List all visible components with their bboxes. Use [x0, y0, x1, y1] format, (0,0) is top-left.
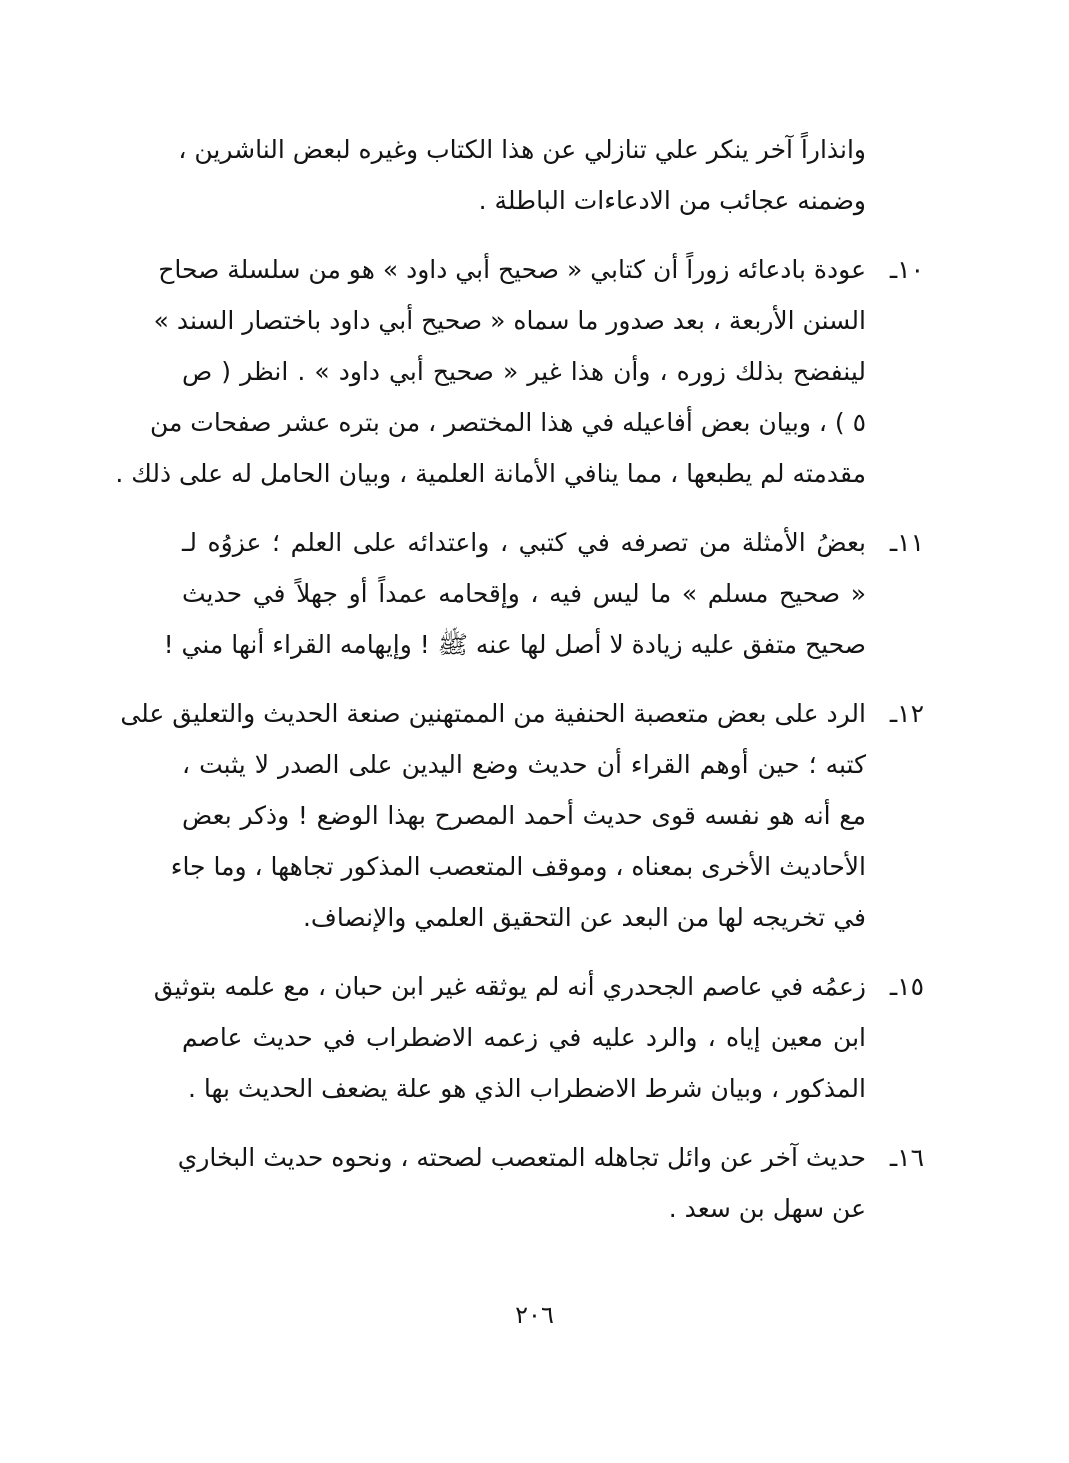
page-number: ٢٠٦ — [515, 1301, 554, 1329]
item-number: ١٠ـ — [889, 255, 924, 284]
intro-paragraph — [178, 124, 924, 226]
text-line: عودة بادعائه زوراً أن كتابي « صحيح أبي داود » هو من سلسلة صحاح — [158, 255, 866, 284]
list-item — [120, 688, 924, 943]
list-item — [177, 1132, 924, 1234]
text-line: حديث آخر عن وائل تجاهله المتعصب لصحته ، ونحوه حديث البخاري — [177, 1143, 866, 1172]
text-line: عن سهل بن سعد . — [668, 1194, 866, 1223]
text-line: السنن الأربعة ، بعد صدور ما سماه « صحيح أبي داود باختصار السند » — [153, 306, 866, 335]
item-number: ١٥ـ — [889, 972, 924, 1001]
text-line: لينفضح بذلك زوره ، وأن هذا غير « صحيح أبي داود » . انظر ( ص — [182, 357, 866, 386]
text-line: صحيح متفق عليه زيادة لا أصل لها عنه ﷺ ! وإيهامه القراء أنها مني ! — [163, 630, 866, 659]
text-line: ٥ ) ، وبيان بعض أفاعيله في هذا المختصر ، من بتره عشر صفحات من — [149, 408, 866, 437]
item-number: ١٢ـ — [889, 699, 924, 728]
text-line: وضمنه عجائب من الادعاءات الباطلة . — [478, 186, 866, 215]
text-line: مقدمته لم يطبعها ، مما ينافي الأمانة العلمية ، وبيان الحامل له على ذلك . — [115, 459, 866, 488]
text-line: « صحيح مسلم » ما ليس فيه ، وإقحامه عمداً أو جهلاً في حديث — [182, 579, 866, 608]
text-line: المذكور ، وبيان شرط الاضطراب الذي هو علة يضعف الحديث بها . — [187, 1074, 866, 1103]
list-item — [115, 244, 924, 499]
item-text — [115, 244, 866, 499]
list-item — [153, 961, 924, 1114]
item-number: ١١ـ — [889, 528, 924, 557]
list-item — [163, 517, 924, 670]
item-number: ١٦ـ — [889, 1143, 924, 1172]
item-text — [163, 517, 866, 670]
item-text — [177, 1132, 866, 1234]
text-line: الرد على بعض متعصبة الحنفية من الممتهنين صنعة الحديث والتعليق على — [120, 699, 866, 728]
text-line: كتبه ؛ حين أوهم القراء أن حديث وضع اليدين على الصدر لا يثبت ، — [182, 750, 866, 779]
text-line: بعضُ الأمثلة من تصرفه في كتبي ، واعتدائه على العلم ؛ عزوُه لـ — [182, 528, 866, 557]
text-line: في تخريجه لها من البعد عن التحقيق العلمي والإنصاف. — [302, 903, 866, 932]
item-text — [120, 688, 866, 943]
text-line: زعمُه في عاصم الجحدري أنه لم يوثقه غير ابن حبان ، مع علمه بتوثيق — [153, 972, 866, 1001]
page-content — [115, 124, 924, 1252]
text-line: مع أنه هو نفسه قوى حديث أحمد المصرح بهذا الوضع ! وذكر بعض — [182, 801, 866, 830]
text-line: وانذاراً آخر ينكر علي تنازلي عن هذا الكتاب وغيره لبعض الناشرين ، — [178, 135, 866, 164]
text-line: الأحاديث الأخرى بمعناه ، وموقف المتعصب المذكور تجاهها ، وما جاء — [170, 852, 866, 881]
item-text — [153, 961, 866, 1114]
text-line: ابن معين إياه ، والرد عليه في زعمه الاضطراب في حديث عاصم — [182, 1023, 866, 1052]
